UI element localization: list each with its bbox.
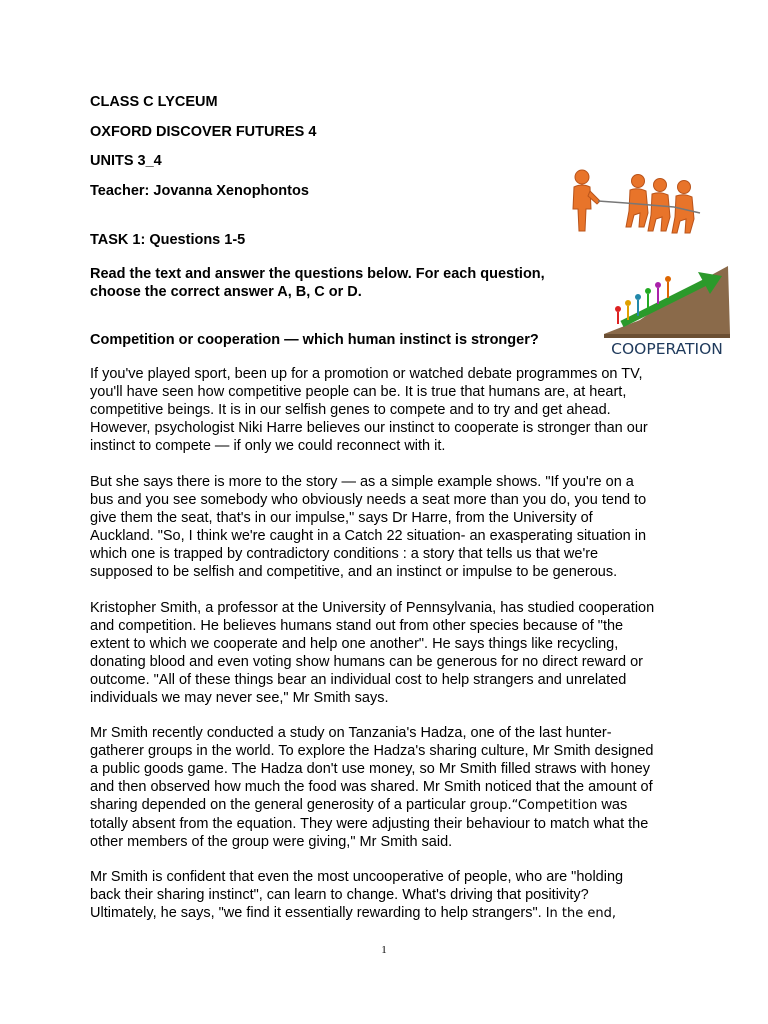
task-instructions: Read the text and answer the questions below. For each question, choose the correct answer A, B, C or D. xyxy=(90,266,545,300)
paragraph-2: But she says there is more to the story — as a simple example shows. "If you're on a bus and you see somebody who obviously needs a seat more than you do, you tend to give them the seat, that's in our impulse," says Dr Harre, from the University of Auckland. "So, I think we're caught in a Catch 22 situation- an exasperating situation in which one is trapped by contradictory conditions : a story that tells us that we're supposed to be selfish and competitive, and an instinct or impulse to be generous. xyxy=(90,474,647,580)
teacher-name: Teacher: Jovanna Xenophontos xyxy=(90,183,309,199)
article-heading: Competition or cooperation — which human instinct is stronger? xyxy=(90,332,539,348)
paragraph-3: Kristopher Smith, a professor at the University of Pennsylvania, has studied cooperation and competition. He believes humans stand out from other species because of "the extent to which we cooperate and help one another". He says things like recycling, donating blood and even voting show humans can be generous for no direct reward or outcome. "All of these things bear an individual cost to help strangers and unrelated individuals we may never see," Mr Smith says. xyxy=(90,600,655,706)
task-title: TASK 1: Questions 1-5 xyxy=(90,232,246,248)
cooperation-image xyxy=(600,262,735,360)
units-label: UNITS 3_4 xyxy=(90,153,162,169)
book-title: OXFORD DISCOVER FUTURES 4 xyxy=(90,124,317,140)
page-number: 1 xyxy=(381,944,387,956)
paragraph-1: If you've played sport, been up for a promotion or watched debate programmes on TV, you'll have seen how competitive people can be. It is true that humans are, at heart, competitive beings. It is in our selfish genes to compete and to try and get ahead. However, psychologist Niki Harre believes our instinct to cooperate is stronger than our instinct to compete — if only we could reconnect with it. xyxy=(90,366,648,454)
cooperation-label: COOPERATION xyxy=(611,340,723,358)
paragraph-4: Mr Smith recently conducted a study on Tanzania's Hadza, one of the last hunter- gatherer groups in the world. To explore the Hadza's sharing culture, Mr Smith designed a public goods game. The Hadza don't use money, so Mr Smith filled straws with honey and then observed how much the food was shared. Mr Smith noticed that the amount of sharing depended on the general generosity of a particular group.“Competition was totally absent from the equation. They were adjusting their behaviour to match what the other members of the group were giving," Mr Smith said. xyxy=(90,725,654,850)
paragraph-5: Mr Smith is confident that even the most uncooperative of people, who are "holding back their sharing instinct", can learn to change. What's driving that positivity? Ultimately, he says, "we find it essentially rewarding to help strangers". In the end, xyxy=(90,869,624,921)
tug-of-war-image xyxy=(560,165,710,237)
school-name: CLASS C LYCEUM xyxy=(90,94,218,110)
